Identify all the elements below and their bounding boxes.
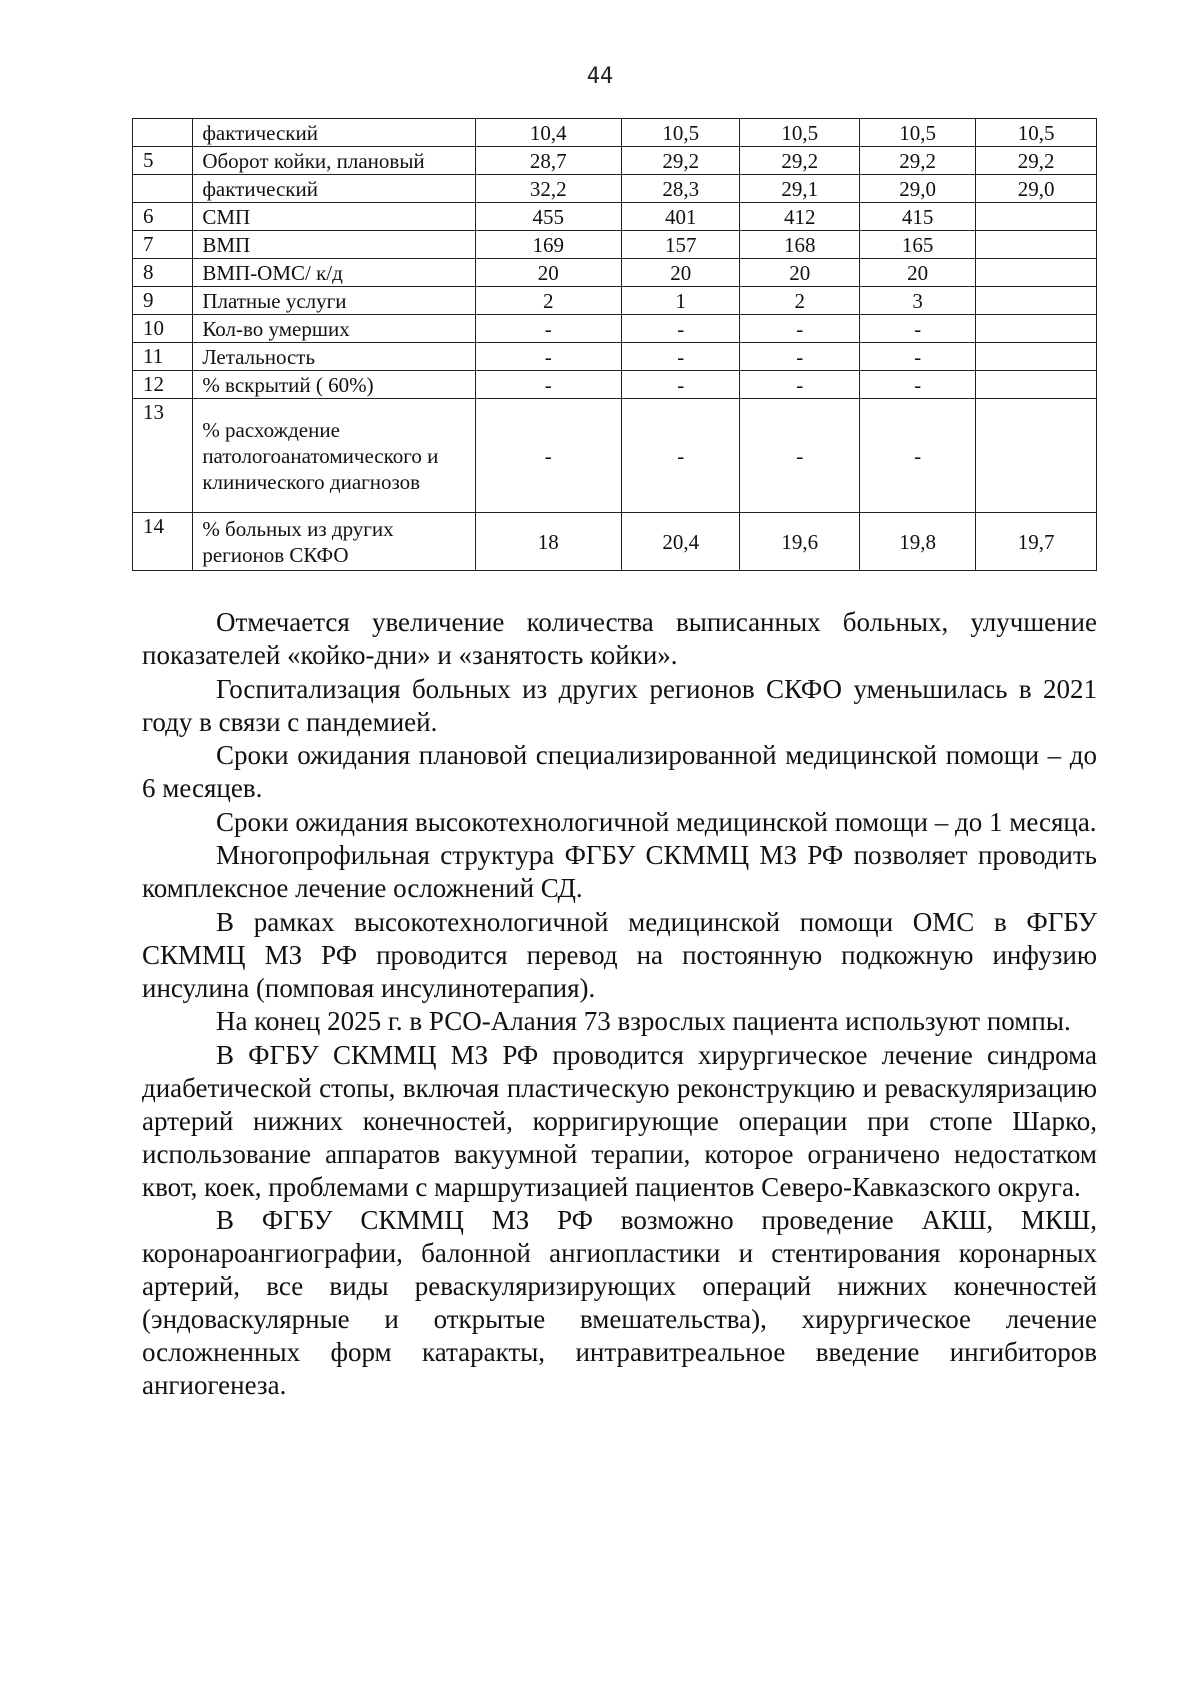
value-cell: 19,8 — [860, 513, 976, 571]
value-cell: 169 — [475, 231, 621, 259]
value-cell — [976, 259, 1097, 287]
indicator-name-cell: СМП — [193, 203, 475, 231]
value-cell: 29,2 — [621, 147, 739, 175]
value-cell: 157 — [621, 231, 739, 259]
value-cell: - — [860, 371, 976, 399]
indicator-name-cell: % расхождение патологоанатомического и клинического диагнозов — [193, 399, 475, 513]
paragraph: Многопрофильная структура ФГБУ СКММЦ МЗ РФ позволяет проводить комплексное лечение осложнений СД. — [142, 840, 1097, 903]
paragraph: Сроки ожидания плановой специализированной медицинской помощи – до 6 месяцев. — [142, 740, 1097, 803]
value-cell: 28,7 — [475, 147, 621, 175]
value-cell: 3 — [860, 287, 976, 315]
row-number-cell: 10 — [133, 315, 193, 343]
value-cell — [976, 231, 1097, 259]
value-cell: 19,7 — [976, 513, 1097, 571]
value-cell: 28,3 — [621, 175, 739, 203]
body-text — [142, 606, 1097, 1403]
row-number-cell: 7 — [133, 231, 193, 259]
row-number-cell: 5 — [133, 147, 193, 175]
row-number-cell: 12 — [133, 371, 193, 399]
value-cell: 29,2 — [976, 147, 1097, 175]
table-row — [133, 513, 1097, 571]
value-cell: 18 — [475, 513, 621, 571]
value-cell: - — [860, 343, 976, 371]
value-cell: 10,5 — [860, 119, 976, 147]
indicators-table — [132, 118, 1097, 571]
table-row — [133, 231, 1097, 259]
value-cell: 29,1 — [740, 175, 860, 203]
row-number-cell — [133, 175, 193, 203]
paragraph: На конец 2025 г. в РСО-Алания 73 взрослых пациента используют помпы. — [216, 1006, 1071, 1036]
value-cell: 415 — [860, 203, 976, 231]
paragraph: В рамках высокотехнологичной медицинской помощи ОМС в ФГБУ СКММЦ МЗ РФ проводится перевод на постоянную подкожную инфузию инсулина (помповая инсулинотерапия). — [142, 906, 1097, 1003]
paragraph: В ФГБУ СКММЦ МЗ РФ возможно проведение АКШ, МКШ, коронароангиографии, балонной ангиопластики и стентирования коронарных артерий, все виды реваскуляризирующих операций нижних конечностей (эндоваскулярные и открытые вмешательства), хирургическое лечение осложненных форм катаракты, интравитреальное введение ингибиторов ангиогенеза. — [142, 1205, 1097, 1400]
table-row — [133, 315, 1097, 343]
indicators-table-body — [133, 119, 1097, 571]
table-row — [133, 399, 1097, 513]
value-cell: - — [621, 371, 739, 399]
value-cell: 20,4 — [621, 513, 739, 571]
table-row — [133, 259, 1097, 287]
value-cell: - — [475, 343, 621, 371]
value-cell: - — [740, 399, 860, 513]
value-cell: - — [621, 399, 739, 513]
table-row — [133, 343, 1097, 371]
value-cell: 29,0 — [860, 175, 976, 203]
value-cell: - — [621, 343, 739, 371]
value-cell: - — [860, 315, 976, 343]
paragraph: Отмечается увеличение количества выписанных больных, улучшение показателей «койко-дни» и «занятость койки». — [142, 607, 1097, 670]
value-cell: - — [860, 399, 976, 513]
value-cell: - — [475, 371, 621, 399]
paragraph: Госпитализация больных из других регионов СКФО уменьшилась в 2021 году в связи с пандемией. — [142, 673, 1097, 737]
value-cell — [976, 203, 1097, 231]
table-row — [133, 203, 1097, 231]
indicator-name-cell: фактический — [193, 175, 475, 203]
value-cell: 2 — [740, 287, 860, 315]
row-number-cell: 13 — [133, 399, 193, 513]
value-cell: 10,4 — [475, 119, 621, 147]
value-cell: 168 — [740, 231, 860, 259]
value-cell: - — [621, 315, 739, 343]
indicator-name-cell: ВМП-ОМС/ к/д — [193, 259, 475, 287]
value-cell: 20 — [621, 259, 739, 287]
indicator-name-cell: Оборот койки, плановый — [193, 147, 475, 175]
value-cell: - — [475, 315, 621, 343]
value-cell: 2 — [475, 287, 621, 315]
value-cell: 19,6 — [740, 513, 860, 571]
row-number-cell: 14 — [133, 513, 193, 571]
value-cell — [976, 399, 1097, 513]
row-number-cell — [133, 119, 193, 147]
table-row — [133, 147, 1097, 175]
value-cell: - — [740, 343, 860, 371]
value-cell: - — [740, 315, 860, 343]
value-cell: 10,5 — [976, 119, 1097, 147]
paragraph: В ФГБУ СКММЦ МЗ РФ проводится хирургическое лечение синдрома диабетической стопы, включая пластическую реконструкцию и реваскуляризацию артерий нижних конечностей, корригирующие операции при стопе Шарко, использование аппаратов вакуумной терапии, которое ограничено недостатком квот, коек, проблемами с маршрутизацией пациентов Северо-Кавказского округа. — [142, 1039, 1097, 1202]
value-cell — [976, 343, 1097, 371]
value-cell: 165 — [860, 231, 976, 259]
value-cell — [976, 315, 1097, 343]
row-number-cell: 9 — [133, 287, 193, 315]
value-cell — [976, 287, 1097, 315]
value-cell: - — [740, 371, 860, 399]
value-cell — [976, 371, 1097, 399]
page-number: 44 — [586, 64, 614, 89]
table-row — [133, 287, 1097, 315]
value-cell: 20 — [740, 259, 860, 287]
value-cell: 455 — [475, 203, 621, 231]
row-number-cell: 6 — [133, 203, 193, 231]
value-cell: 10,5 — [621, 119, 739, 147]
table-row — [133, 175, 1097, 203]
indicator-name-cell: Кол-во умерших — [193, 315, 475, 343]
indicator-name-cell: фактический — [193, 119, 475, 147]
value-cell: 1 — [621, 287, 739, 315]
row-number-cell: 8 — [133, 259, 193, 287]
value-cell: 29,2 — [860, 147, 976, 175]
value-cell: 20 — [475, 259, 621, 287]
indicator-name-cell: % вскрытий ( 60%) — [193, 371, 475, 399]
value-cell: 20 — [860, 259, 976, 287]
indicator-name-cell: Платные услуги — [193, 287, 475, 315]
table-row — [133, 119, 1097, 147]
table-row — [133, 371, 1097, 399]
value-cell: 29,2 — [740, 147, 860, 175]
value-cell: 32,2 — [475, 175, 621, 203]
indicator-name-cell: ВМП — [193, 231, 475, 259]
row-number-cell: 11 — [133, 343, 193, 371]
value-cell: 401 — [621, 203, 739, 231]
indicator-name-cell: % больных из других регионов СКФО — [193, 513, 475, 571]
value-cell: - — [475, 399, 621, 513]
paragraph: Сроки ожидания высокотехнологичной медицинской помощи – до 1 месяца. — [216, 806, 1097, 837]
indicator-name-cell: Летальность — [193, 343, 475, 371]
value-cell: 10,5 — [740, 119, 860, 147]
value-cell: 29,0 — [976, 175, 1097, 203]
value-cell: 412 — [740, 203, 860, 231]
